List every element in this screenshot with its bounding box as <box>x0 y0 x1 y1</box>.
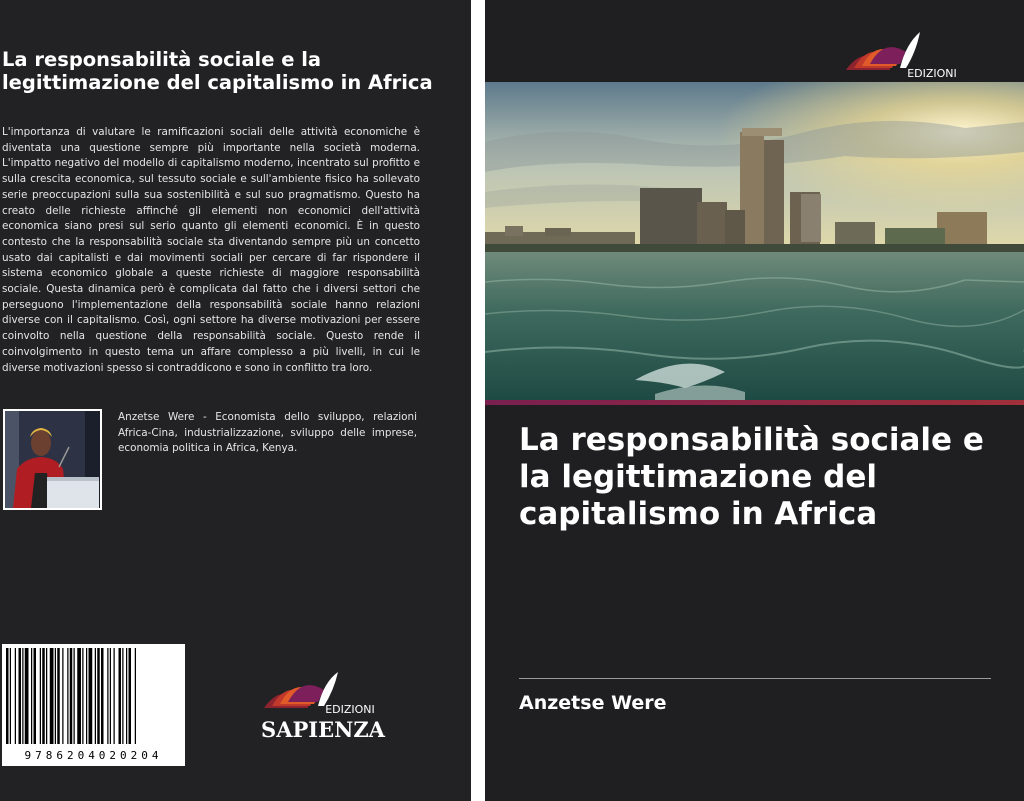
back-logo-sapienza: SAPIENZA <box>261 717 385 742</box>
back-logo-edizioni: EDIZIONI <box>325 703 375 716</box>
front-logo-edizioni: EDIZIONI <box>907 67 957 80</box>
isbn-number: 9786204020204 <box>24 749 163 762</box>
isbn-barcode <box>2 644 185 766</box>
front-cover-title: La responsabilità sociale e la legittimazione del capitalismo in Africa <box>519 422 984 532</box>
author-bio: Anzetse Were - Economista dello sviluppo, relazioni Africa-Cina, industrializzazione, sviluppo delle imprese, economia politica in Africa, Kenya. <box>118 411 417 455</box>
title-divider <box>519 678 991 679</box>
front-cover-author: Anzetse Were <box>519 692 667 714</box>
back-publisher-logo <box>258 668 388 743</box>
back-cover-title: La responsabilità sociale e la legittimazione del capitalismo in Africa <box>2 48 433 94</box>
spine <box>471 0 485 801</box>
back-cover-blurb: L'importanza di valutare le ramificazioni sociali delle attività economiche è diventata una questione sempre più importante nella società moderna. L'impatto negativo del modello di capitalismo moderno, incentrato sul profitto e sulla crescita economica, sul tessuto sociale e sull'ambiente fisico ha sollevato serie preoccupazioni sulla sua sostenibilità e sul suo pragmatismo. Questo ha creato delle richieste affinché gli elementi non economici dell'attività economica siano presi sul serio quanto gli elementi economici. È in questo contesto che la responsabilità sociale sta diventando sempre più un concetto usato dai capitalisti e dai movimenti sociali per cercare di far rispondere il sistema economico globale a queste richieste di maggiore responsabilità sociale. Questa dinamica però è complicata dal fatto che i diversi settori che perseguono l'implementazione della responsabilità sociale hanno relazioni diverse con il capitalismo. Così, ogni settore ha diverse motivazioni per essere coinvolto nella questione della responsabilità sociale. Questo rende il coinvolgimento in questo tema un affare complesso a più livelli, in cui le diverse motivazioni spesso si contraddicono e sono in conflitto tra loro. <box>2 126 420 374</box>
author-photo <box>3 409 102 510</box>
cover-photo-city-skyline <box>485 82 1024 400</box>
accent-bar <box>485 400 1024 405</box>
